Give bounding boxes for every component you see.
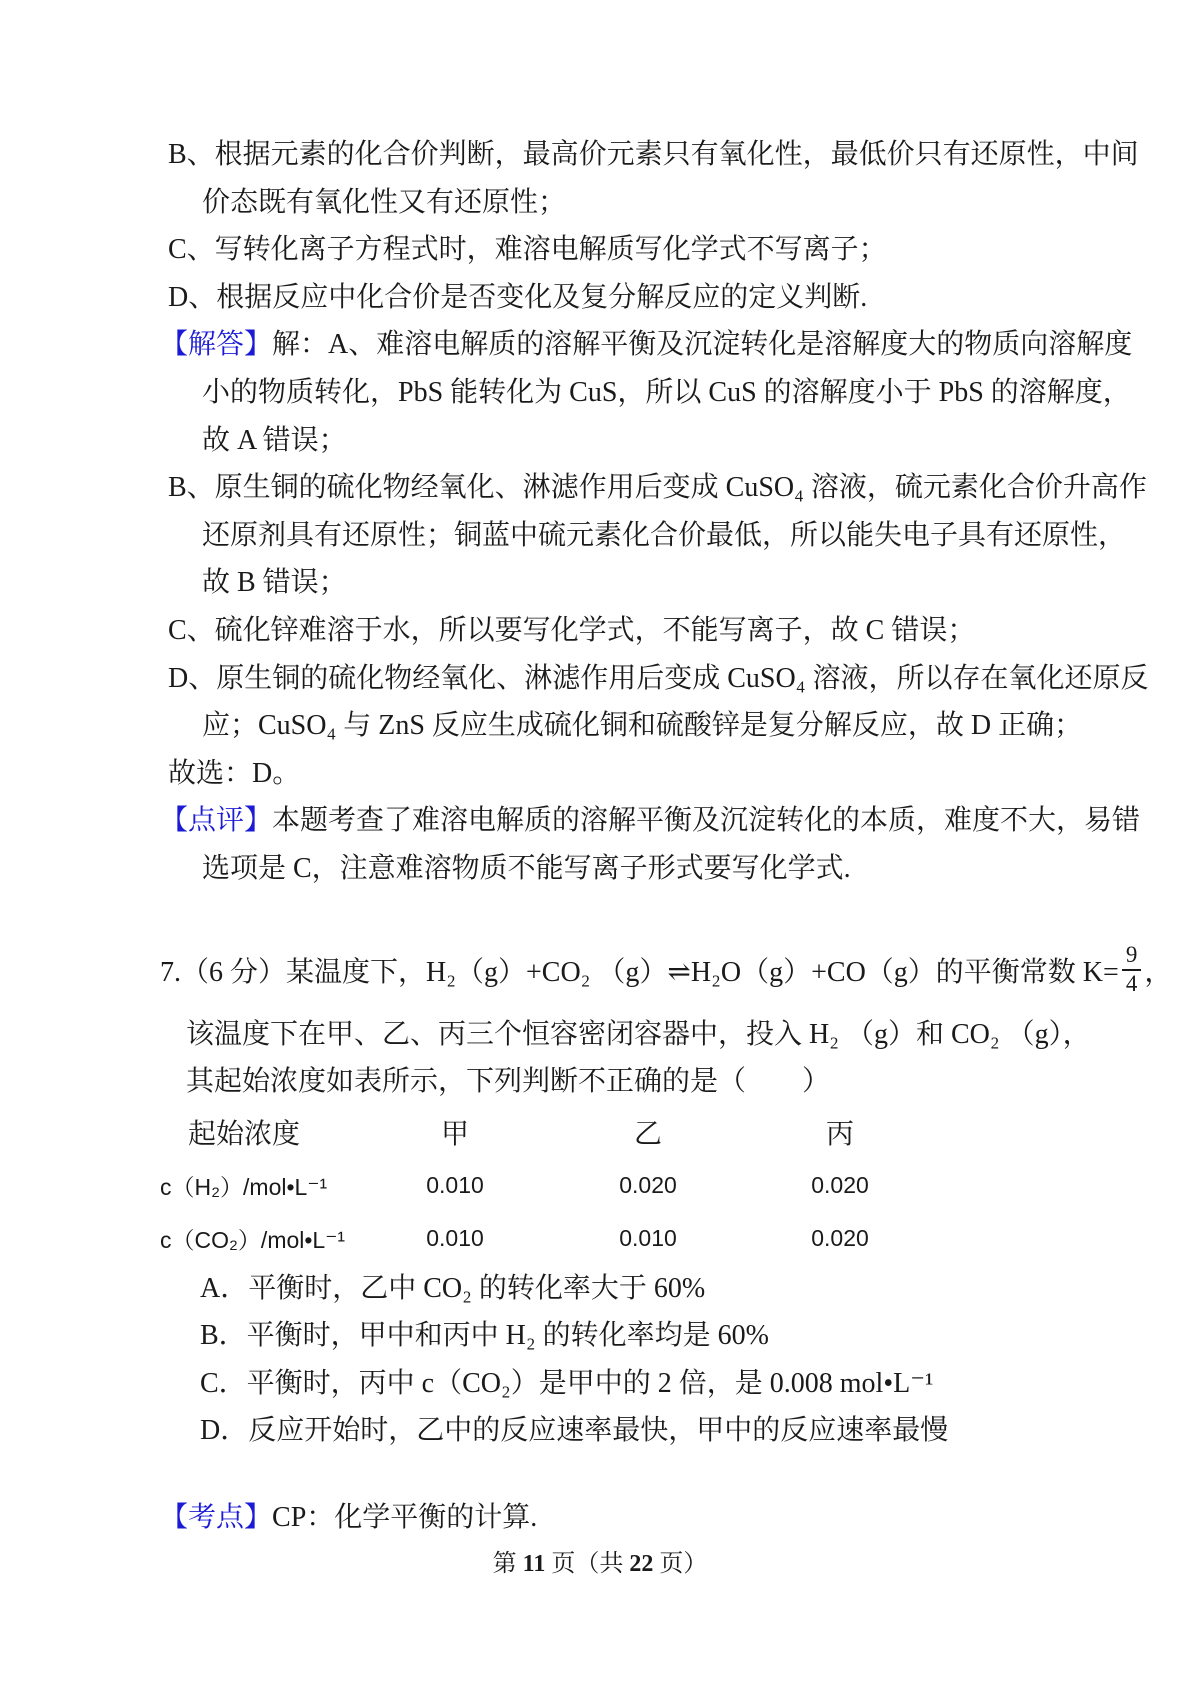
keypoint-section <box>0 1494 1200 1542</box>
analysis-option-b-line1: B、根据元素的化合价判断，最高价元素只有氧化性，最低价只有还原性，中间 <box>168 139 1139 170</box>
question7-line1-suffix: ， <box>1144 956 1173 988</box>
comment-label: 【点评】 <box>160 805 273 837</box>
footer-suffix: 页） <box>653 1550 708 1577</box>
question7-option-b: B．平衡时，甲中和丙中 H₂ 的转化率均是 60% <box>200 1320 769 1352</box>
table-header-row <box>160 1106 1200 1159</box>
section-gap <box>0 893 1200 939</box>
answer-b-line3: 故 B 错误； <box>202 567 347 599</box>
footer-middle: 页（共 <box>545 1550 630 1577</box>
table-header-bing: 丙 <box>825 1119 854 1151</box>
footer-prefix: 第 <box>492 1550 523 1577</box>
question7-line2: 该温度下在甲、乙、丙三个恒容密闭容器中，投入 H₂ （g）和 CO₂ （g）， <box>186 1018 1091 1050</box>
answer-a-line2: 小的物质转化，PbS 能转化为 CuS，所以 CuS 的溶解度小于 PbS 的溶解度， <box>202 376 1131 408</box>
table-header-jia: 甲 <box>440 1119 469 1151</box>
answer-d-line2: 应；CuSO₄ 与 ZnS 反应生成硫化铜和硫酸锌是复分解反应，故 D 正确； <box>202 710 1083 742</box>
footer-page-number: 11 <box>522 1550 546 1577</box>
answer-label: 【解答】 <box>160 329 273 361</box>
table-cell: 0.020 <box>811 1171 869 1198</box>
answer-b-line1: B、原生铜的硫化物经氧化、淋滤作用后变成 CuSO₄ 溶液，硫元素化合价升高作 <box>168 472 1147 504</box>
answer-conclusion: 故选：D。 <box>168 757 301 789</box>
table-cell: 0.020 <box>811 1224 869 1251</box>
line-gap <box>0 1001 1200 1011</box>
question7-option-d: D．反应开始时，乙中的反应速率最快，甲中的反应速率最慢 <box>200 1415 949 1447</box>
table-row-h2 <box>160 1159 1200 1212</box>
analysis-option-d: D、根据反应中化合价是否变化及复分解反应的定义判断. <box>168 281 868 313</box>
table-row-co2-label: c（CO₂）/mol•L⁻¹ <box>160 1226 346 1253</box>
table-cell: 0.010 <box>426 1224 484 1251</box>
answer-b-line2: 还原剂具有还原性；铜蓝中硫元素化合价最低，所以能失电子具有还原性， <box>202 519 1127 551</box>
answer-a-line1: 解：A、难溶电解质的溶解平衡及沉淀转化是溶解度大的物质向溶解度 <box>272 329 1133 361</box>
table-cell: 0.010 <box>426 1171 484 1198</box>
question7-line1 <box>0 939 1200 1001</box>
equilibrium-constant-fraction <box>1122 943 1142 995</box>
question7-line1-prefix: 7.（6 分）某温度下，H₂（g）+CO₂ （g）⇌H₂O（g）+CO（g）的平衡常数 K= <box>160 956 1119 988</box>
table-row-h2-label: c（H₂）/mol•L⁻¹ <box>160 1173 328 1200</box>
initial-concentration-table <box>160 1106 1200 1265</box>
table-header-yi: 乙 <box>633 1119 662 1151</box>
comment-line1: 本题考查了难溶电解质的溶解平衡及沉淀转化的本质，难度不大，易错 <box>272 805 1141 837</box>
answer-section-line1 <box>0 321 1200 369</box>
footer-total-pages: 22 <box>629 1550 654 1577</box>
page-footer <box>0 1544 1200 1584</box>
answer-a-line3: 故 A 错误； <box>202 424 347 456</box>
fraction-numerator: 9 <box>1122 943 1142 970</box>
table-cell: 0.020 <box>619 1171 677 1198</box>
analysis-option-b-line2: 价态既有氧化性又有还原性； <box>202 186 567 218</box>
section-gap <box>0 1455 1200 1494</box>
answer-d-line1: D、原生铜的硫化物经氧化、淋滤作用后变成 CuSO₄ 溶液，所以存在氧化还原反 <box>168 662 1149 694</box>
analysis-option-c: C、写转化离子方程式时，难溶电解质写化学式不写离子； <box>168 234 887 266</box>
table-cell: 0.010 <box>619 1224 677 1251</box>
table-row-co2 <box>160 1212 1200 1265</box>
keypoint-label: 【考点】 <box>160 1502 273 1534</box>
fraction-denominator: 4 <box>1125 970 1138 996</box>
table-header-label: 起始浓度 <box>188 1119 301 1151</box>
answer-c-line: C、硫化锌难溶于水，所以要写化学式，不能写离子，故 C 错误； <box>168 614 976 646</box>
question7-line3: 其起始浓度如表所示，下列判断不正确的是（ ） <box>186 1066 831 1098</box>
question7-option-c: C．平衡时，丙中 c（CO₂）是甲中的 2 倍，是 0.008 mol•L⁻¹ <box>200 1367 934 1399</box>
question7-option-a: A．平衡时，乙中 CO₂ 的转化率大于 60% <box>200 1272 706 1304</box>
comment-line2: 选项是 C，注意难溶物质不能写离子形式要写化学式. <box>202 852 851 884</box>
comment-section-line1 <box>0 797 1200 845</box>
keypoint-text: CP：化学平衡的计算. <box>272 1502 538 1534</box>
